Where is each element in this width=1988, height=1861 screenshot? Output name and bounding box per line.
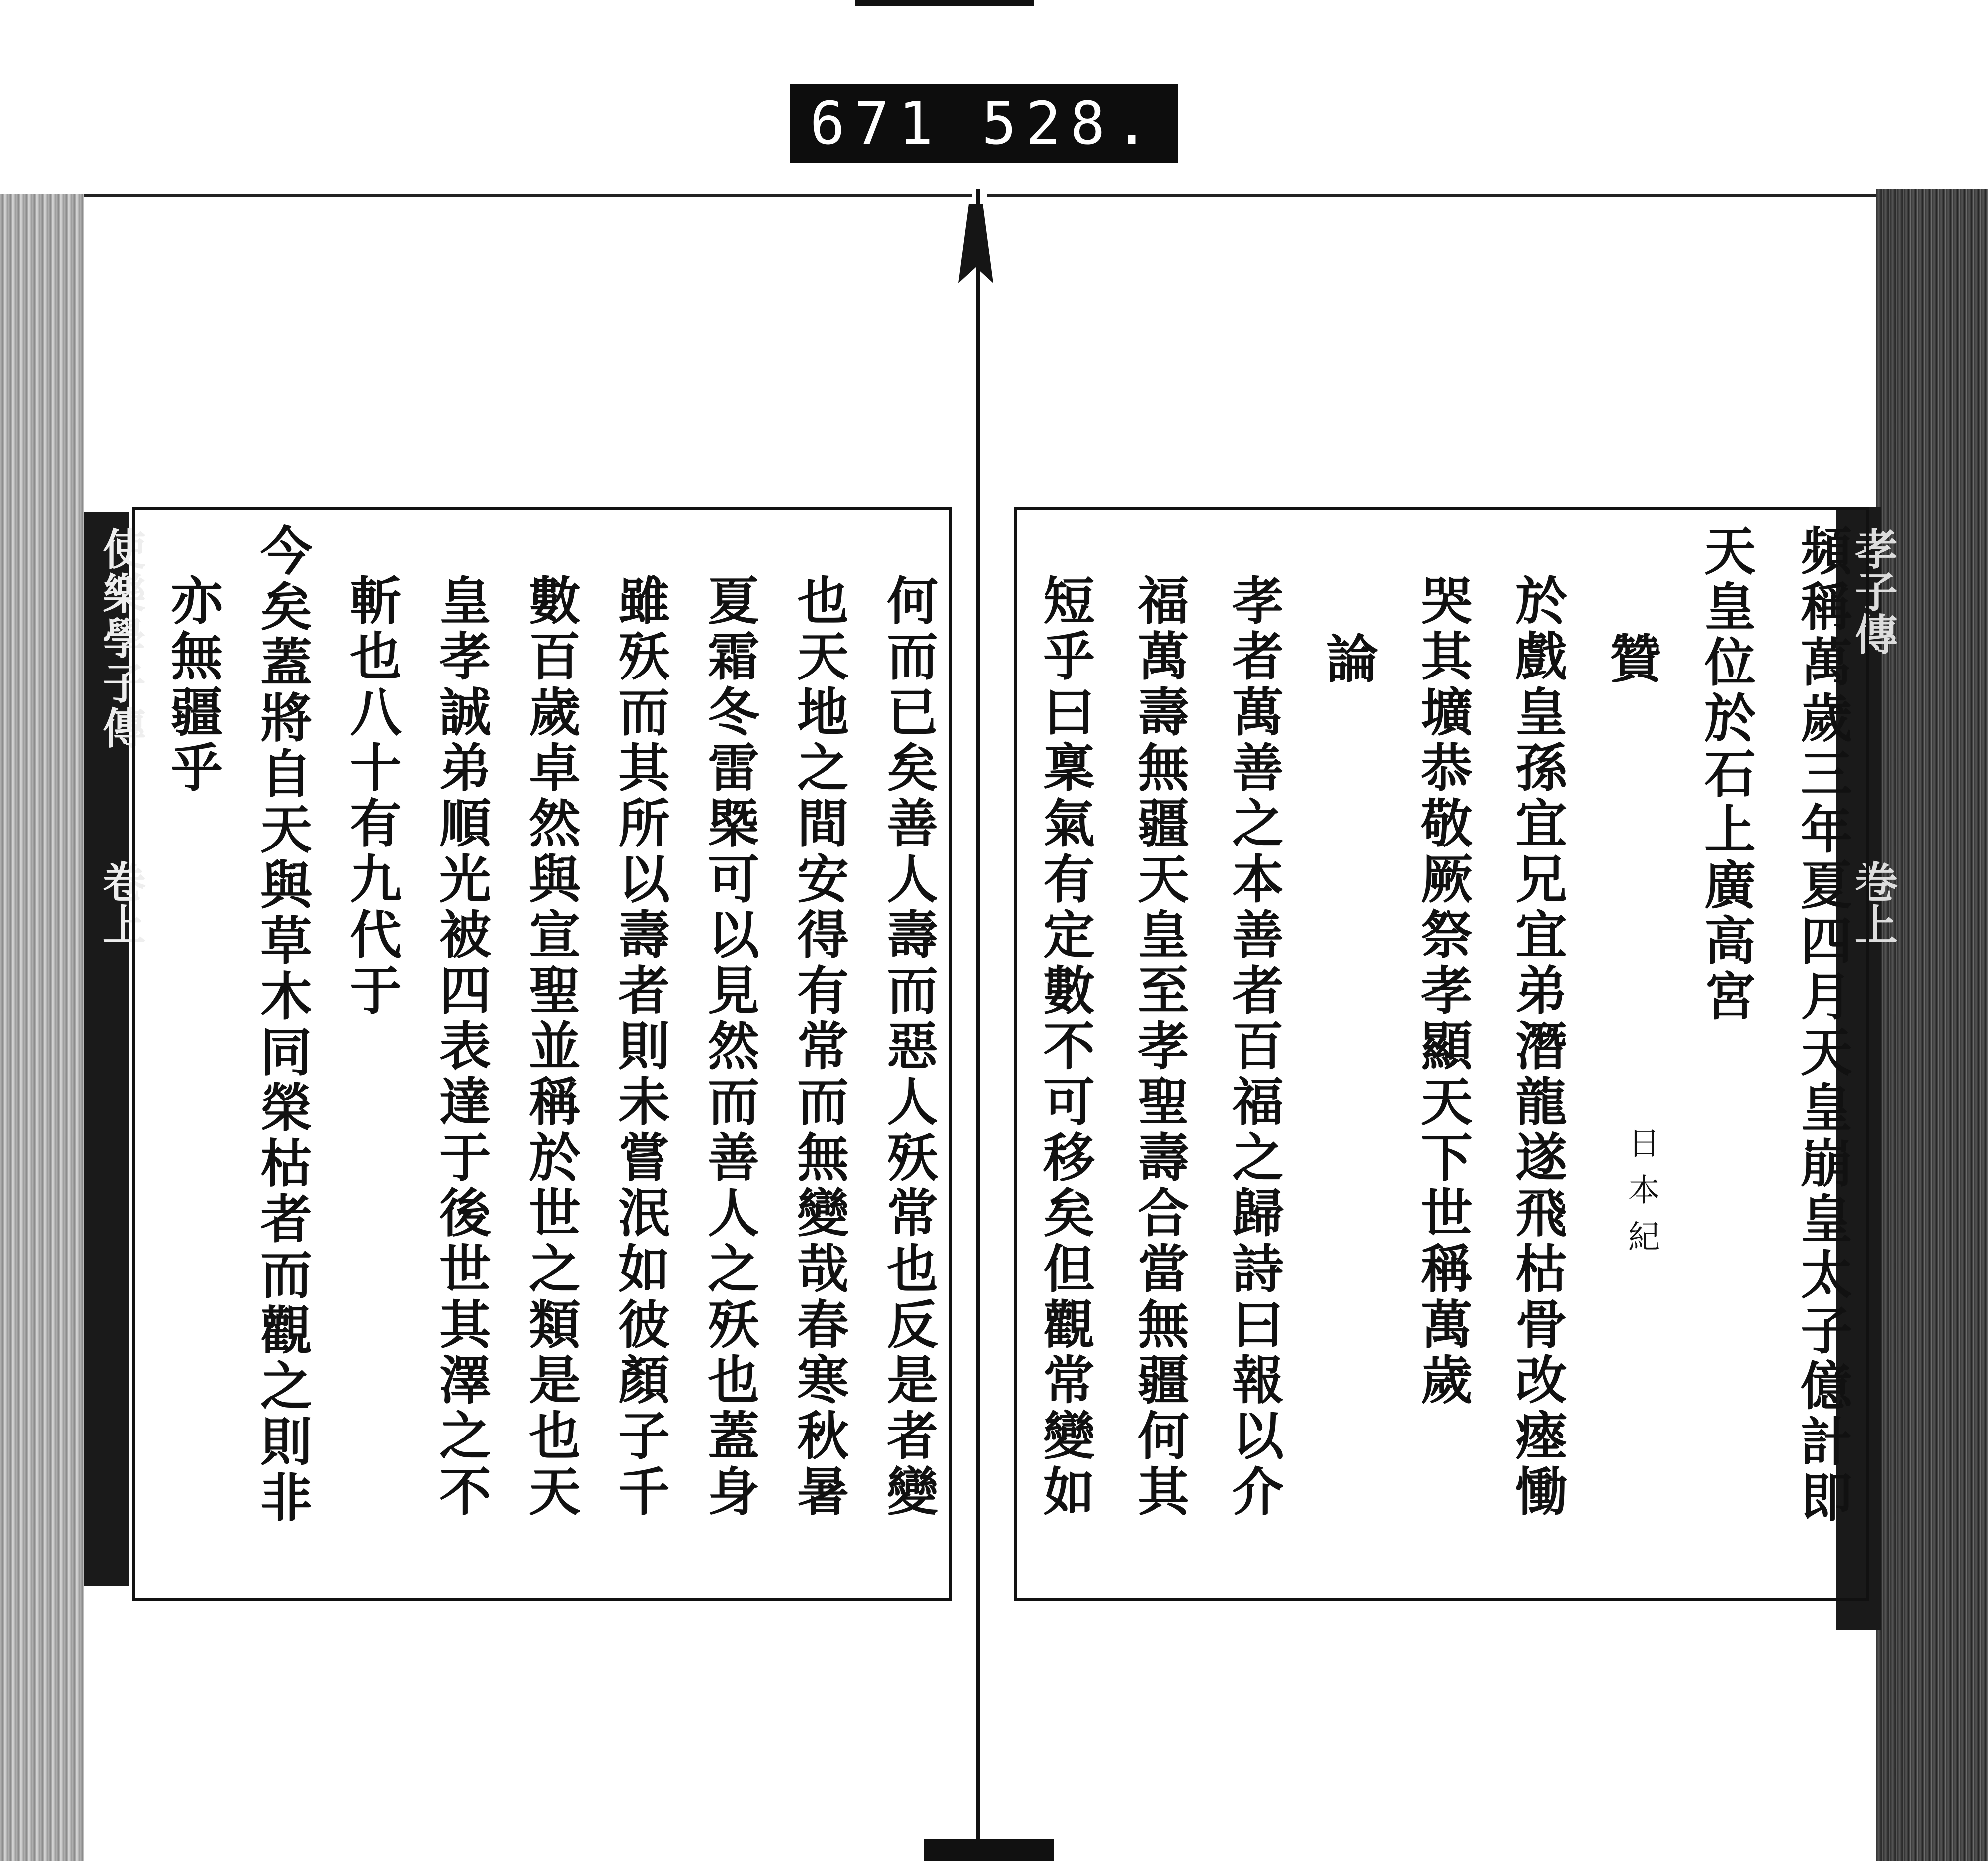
left-fore-edge-title: 使樂學子傳	[95, 527, 146, 751]
text-column: 短乎曰稟氣有定數不可移矣但觀常變如	[1034, 574, 1095, 1520]
right-page-stack-edge	[1876, 189, 1988, 1861]
text-column: 數百歲卓然與宣聖並稱於世之類是也天	[520, 574, 581, 1520]
text-column: 夏霜冬雷槩可以見然而善人之殀也蓋身	[699, 574, 760, 1520]
right-page-text-frame	[1014, 507, 1869, 1601]
text-column: 頻稱萬歲三年夏四月天皇崩皇太子億計即	[1792, 524, 1853, 1526]
text-column: 福萬壽無疆天皇至孝聖壽合當無疆何其	[1129, 574, 1190, 1520]
text-column: 天皇位於石上廣高宮	[1695, 524, 1756, 1025]
text-column: 於戲皇孫宜兄宜弟潛龍遂飛枯骨改瘞慟	[1506, 574, 1568, 1520]
left-fore-edge-volume: 卷上	[95, 860, 146, 945]
text-column: 今矣蓋將自天與草木同榮枯者而觀之則非	[251, 524, 313, 1526]
text-column: 何而已矣善人壽而惡人殀常也反是者變	[878, 574, 939, 1520]
text-column: 亦無疆乎	[162, 574, 223, 796]
text-column: 也天地之間安得有常而無變哉春寒秋暑	[788, 574, 849, 1520]
source-citation: 日本紀	[1623, 1126, 1659, 1267]
film-edge-top	[855, 0, 1034, 6]
right-fore-edge-volume: 卷上	[1847, 860, 1898, 945]
microfilm-frame-label	[790, 84, 1178, 163]
left-page-text-frame	[132, 507, 952, 1601]
text-column: 哭其壙恭敬厥祭孝顯天下世稱萬歲	[1412, 574, 1473, 1409]
text-column: 斬也八十有九代于	[341, 574, 402, 1019]
section-heading: 贊	[1601, 632, 1662, 687]
right-fore-edge-title: 孝子傳	[1847, 527, 1898, 655]
section-heading: 論	[1318, 632, 1379, 687]
frame-number-right: 528.	[981, 89, 1159, 158]
text-column: 雖殀而其所以壽者則未嘗泯如彼顏子千	[609, 574, 670, 1520]
text-column: 孝者萬善之本善者百福之歸詩曰報以介	[1223, 574, 1284, 1520]
text-column: 皇孝誠弟順光被四表達于後世其澤之不	[430, 574, 492, 1520]
left-page-stack-edge	[0, 194, 84, 1861]
film-edge-bottom	[924, 1839, 1054, 1861]
book-spine	[972, 189, 987, 1861]
frame-number-left: 671	[810, 89, 943, 158]
